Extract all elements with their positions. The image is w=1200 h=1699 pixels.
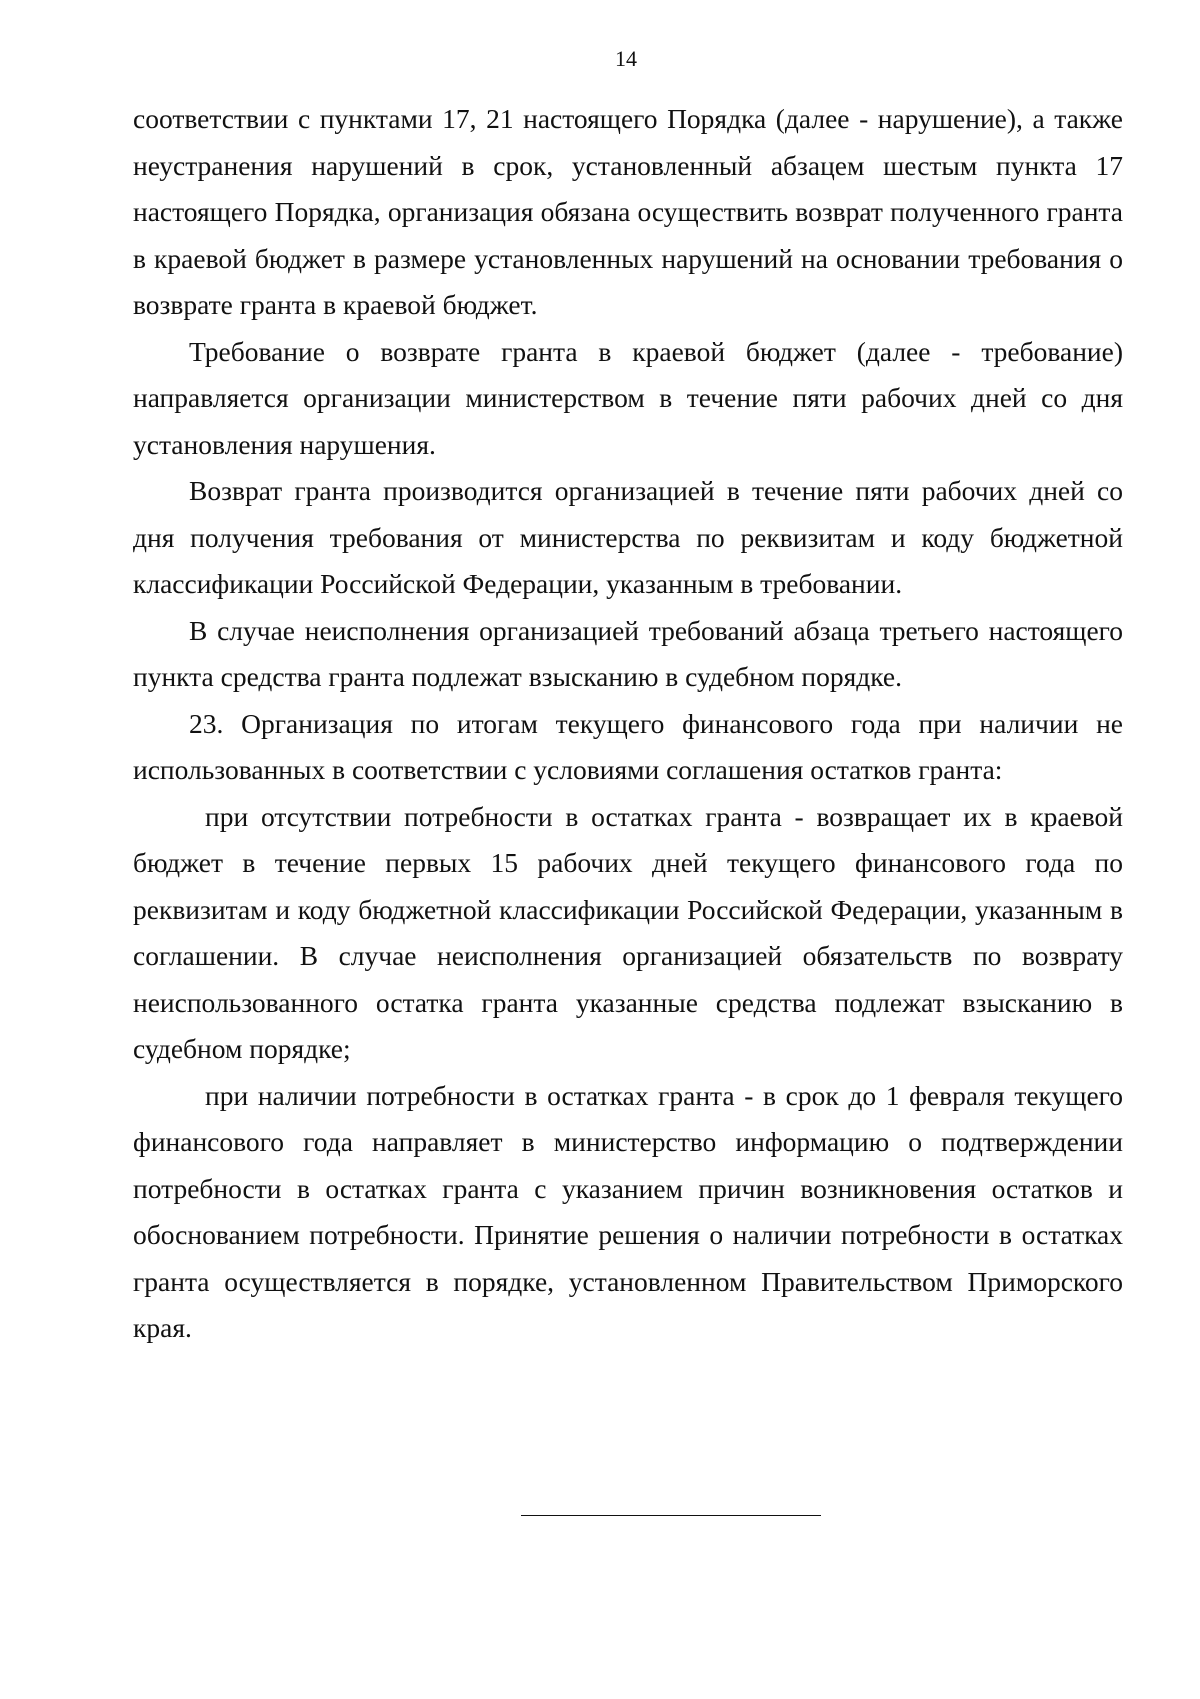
paragraph-grant-return: Возврат гранта производится организацией в течение пяти рабочих дней со дня получения требования от министерства по реквизитам и коду бюджетной классификации Российской Федерации, указанным в требовании.: [133, 475, 1123, 599]
paragraph-demand-notice: Требование о возврате гранта в краевой бюджет (далее - требование) направляется организации министерством в течение пяти рабочих дней со дня установления нарушения.: [133, 335, 1123, 460]
document-body: [133, 96, 1123, 1352]
paragraph-no-need-return: при отсутствии потребности в остатках гранта - возвращает их в краевой бюджет в течение первых 15 рабочих дней текущего финансового года по реквизитам и коду бюджетной классификации Российской Федерации, указанным в соглашении. В случае неисполнения организацией обязательств по возврату неиспользованного остатка гранта указанные средства подлежат взысканию в судебном порядке;: [133, 800, 1123, 1064]
paragraph-continuation: соответствии с пунктами 17, 21 настоящего Порядка (далее - нарушение), а также неустранения нарушений в срок, установленный абзацем шестым пункта 17 настоящего Порядка, организация обязана осуществить возврат полученного гранта в краевой бюджет в размере установленных нарушений на основании требования о возврате гранта в краевой бюджет.: [133, 103, 1123, 320]
end-of-document-rule: [521, 1515, 821, 1516]
paragraph-item-23: 23. Организация по итогам текущего финансового года при наличии не использованных в соответствии с условиями соглашения остатков гранта:: [133, 707, 1123, 785]
paragraph-need-confirmation: при наличии потребности в остатках гранта - в срок до 1 февраля текущего финансового года направляет в министерство информацию о подтверждении потребности в остатках гранта с указанием причин возникновения остатков и обоснованием потребности. Принятие решения о наличии потребности в остатках гранта осуществляется в порядке, установленном Правительством Приморского края.: [133, 1079, 1123, 1343]
paragraph-court-recovery: В случае неисполнения организацией требований абзаца третьего настоящего пункта средства гранта подлежат взысканию в судебном порядке.: [133, 614, 1123, 692]
page-number: 14: [615, 46, 637, 71]
